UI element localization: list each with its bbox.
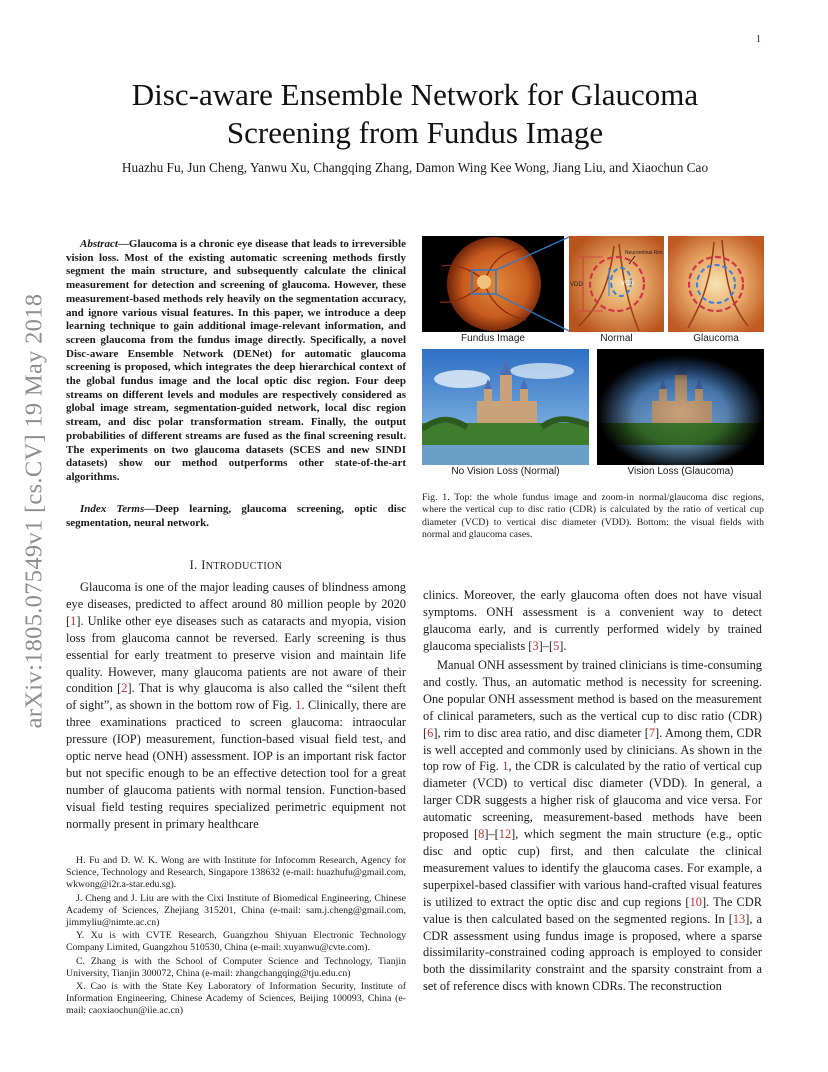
abstract-text: —Glaucoma is a chronic eye disease that leads to irreversible vision loss. Most of the existing automatic screening methods firstly segment the main structure, and subsequently calculate the clinical measurement for detection and screening of glaucoma. However, these measurement-based methods rely heavily on the segmentation accuracy, and ignore various visual features. In this paper, we introduce a deep learning technique to gain additional image-relevant information, and screen glaucoma from the fundus image directly. Specifically, a novel Disc-aware Ensemble Network (DENet) for automatic glaucoma screening is proposed, which integrates the deep hierarchical context of the global fundus image and the local optic disc region. Four deep streams on different levels and modules are respectively considered as global image stream, segmentation-guided network, local disc region stream, and disc polar transformation stream. Finally, the output probabilities of different streams are fused as the final screening result. The experiments on two glaucoma datasets (SCES and new SINDI datasets) show our method outperforms other state-of-the-art algorithms.	[66, 238, 406, 483]
citation-link[interactable]: 1	[70, 613, 77, 628]
citation-link[interactable]: 8	[478, 827, 485, 842]
vision-normal-label: No Vision Loss (Normal)	[451, 466, 560, 477]
citation-link[interactable]: 2	[121, 681, 128, 696]
fundus-image	[422, 236, 564, 332]
citation-link[interactable]: 3	[532, 638, 539, 653]
glaucoma-disc-panel	[668, 236, 764, 332]
normal-disc-image	[569, 236, 664, 332]
abstract-label: Abstract	[80, 238, 118, 250]
figure-caption: Fig. 1. Top: the whole fundus image and zoom-in normal/glaucoma disc regions, where the vertical cup to disc ratio (CDR) is calculated by the ratio of vertical cup diameter (VCD) to vertical disc diameter (VDD). Bottom: the visual fields with normal and glaucoma cases.	[422, 492, 764, 540]
figure-ref-link[interactable]: 1	[502, 759, 509, 774]
footnote: J. Cheng and J. Liu are with the Cixi Institute of Biomedical Engineering, Chinese Academy of Sciences, Zhejiang 315201, China (e-mail: sam.j.cheng@gmail.com, jimmyliu@nimte.ac.cn)	[66, 892, 406, 929]
fundus-image-panel	[422, 236, 564, 332]
footnote: Y. Xu is with CVTE Research, Guangzhou Shiyuan Electronic Technology Company Limited, Guangzhou 510530, China (e-mail: xuyanwu@cvte.com).	[66, 930, 406, 954]
index-terms-text: —Deep learning, glaucoma screening, optic disc segmentation, neural network.	[66, 503, 406, 529]
author-footnotes	[66, 855, 406, 1019]
vision-glaucoma-panel	[597, 349, 764, 465]
citation-link[interactable]: 7	[648, 725, 656, 740]
section-heading-introduction: I. INTRODUCTION	[189, 558, 283, 572]
vision-glaucoma-label: Vision Loss (Glaucoma)	[627, 466, 734, 477]
citation-link[interactable]: 5	[553, 638, 560, 653]
page-number: 1	[756, 34, 761, 45]
figure-1	[422, 236, 764, 484]
fundus-image-label: Fundus Image	[461, 333, 525, 344]
vision-normal-panel	[422, 349, 589, 465]
footnote: X. Cao is with the State Key Laboratory of Information Security, Institute of Information Engineering, Chinese Academy of Sciences, Beijing 100093, China (e-mail: caoxiaochun@iie.ac.cn)	[66, 981, 406, 1017]
castle-glaucoma-image	[597, 349, 764, 465]
intro-paragraph-right-1: clinics. Moreover, the early glaucoma often does not have visual symptoms. ONH assessment is a convenient way to detect glaucoma early, and is currently performed widely by trained glaucoma specialists [3]–[5].	[423, 588, 762, 653]
index-terms-label: Index Terms	[80, 503, 145, 515]
index-terms	[66, 503, 406, 530]
arxiv-watermark: arXiv:1805.07549v1 [cs.CV] 19 May 2018	[20, 293, 48, 729]
glaucoma-disc-image	[668, 236, 764, 332]
figure-ref-link[interactable]: 1	[295, 698, 302, 713]
author-list: Huazhu Fu, Jun Cheng, Yanwu Xu, Changqing Zhang, Damon Wing Kee Wong, Jiang Liu, and Xiaochun Cao	[121, 160, 709, 175]
citation-link[interactable]: 10	[689, 894, 702, 909]
normal-label: Normal	[600, 333, 633, 344]
vcd-label: VCD	[621, 281, 634, 287]
citation-link[interactable]: 13	[732, 911, 746, 926]
neuroretinal-rim-label: Neuroretinal Rim	[625, 250, 663, 256]
paper-title: Disc-aware Ensemble Network for Glaucoma Screening from Fundus Image	[131, 77, 699, 150]
glaucoma-label: Glaucoma	[693, 333, 739, 344]
castle-normal-image	[422, 349, 589, 465]
vdd-label: VDD	[570, 282, 583, 288]
footnote: C. Zhang is with the School of Computer Science and Technology, Tianjin University, Tianjin 300072, China (e-mail: zhangchangqing@tju.edu.cn)	[66, 955, 406, 979]
abstract	[66, 238, 406, 485]
intro-paragraph-left: Glaucoma is one of the major leading causes of blindness among eye diseases, predicted to affect around 80 million people by 2020 [1]. Unlike other eye diseases such as cataracts and myopia, vision loss from glaucoma cannot be reversed. Early screening is thus essential for early treatment to preserve vision and maintain life quality. However, many glaucoma patients are not aware of their condition [2]. That is why glaucoma is also called the “silent theft of sight”, as shown in the bottom row of Fig. 1. Clinically, there are three examinations practiced to screen glaucoma: intraocular pressure (IOP) measurement, function-based visual field test, and optic nerve head (ONH) assessment. IOP is an important risk factor but not specific enough to be an effective detection tool for a great number of glaucoma patients with normal tension. Function-based visual field testing requires specialized perimetric equipment not normally present in primary healthcare	[66, 580, 406, 831]
citation-link[interactable]: 12	[498, 827, 512, 842]
normal-disc-panel	[569, 236, 664, 332]
intro-paragraph-right-2: Manual ONH assessment by trained clinicians is time-consuming and costly. Thus, an automatic method is necessity for screening. One popular ONH assessment method is based on the measurement of clinical parameters, such as the vertical cup to disc ratio (CDR) [6], rim to disc area ratio, and disc diameter [7]. Among them, CDR is well accepted and commonly used by clinicians. As shown in the top row of Fig. 1, the CDR is calculated by the ratio of vertical cup diameter (VCD) to vertical disc diameter (VDD). In general, a larger CDR suggests a higher risk of glaucoma and vice versa. For automatic screening, measurement-based methods have been proposed [8]–[12], which segment the main structure (e.g., optic disc and optic cup) first, and then calculate the clinical measurement values to identify the glaucoma cases. For example, a superpixel-based classifier with various hand-crafted visual features is utilized to extract the optic disc and cup regions [10]. The CDR value is then calculated based on the segmented regions. In [13], a CDR assessment using fundus image is proposed, where a sparse dissimilarity-constrained coding approach is employed to consider both the dissimilarity constraint and the sparsity constraint from a set of reference discs with known CDRs. The reconstruction	[423, 658, 763, 994]
footnote: H. Fu and D. W. K. Wong are with Institute for Infocomm Research, Agency for Science, Technology and Research, Singapore 138632 (e-mail: huazhufu@gmail.com, wkwong@i2r.a-star.edu.sg).	[66, 855, 406, 891]
citation-link[interactable]: 6	[427, 725, 434, 740]
